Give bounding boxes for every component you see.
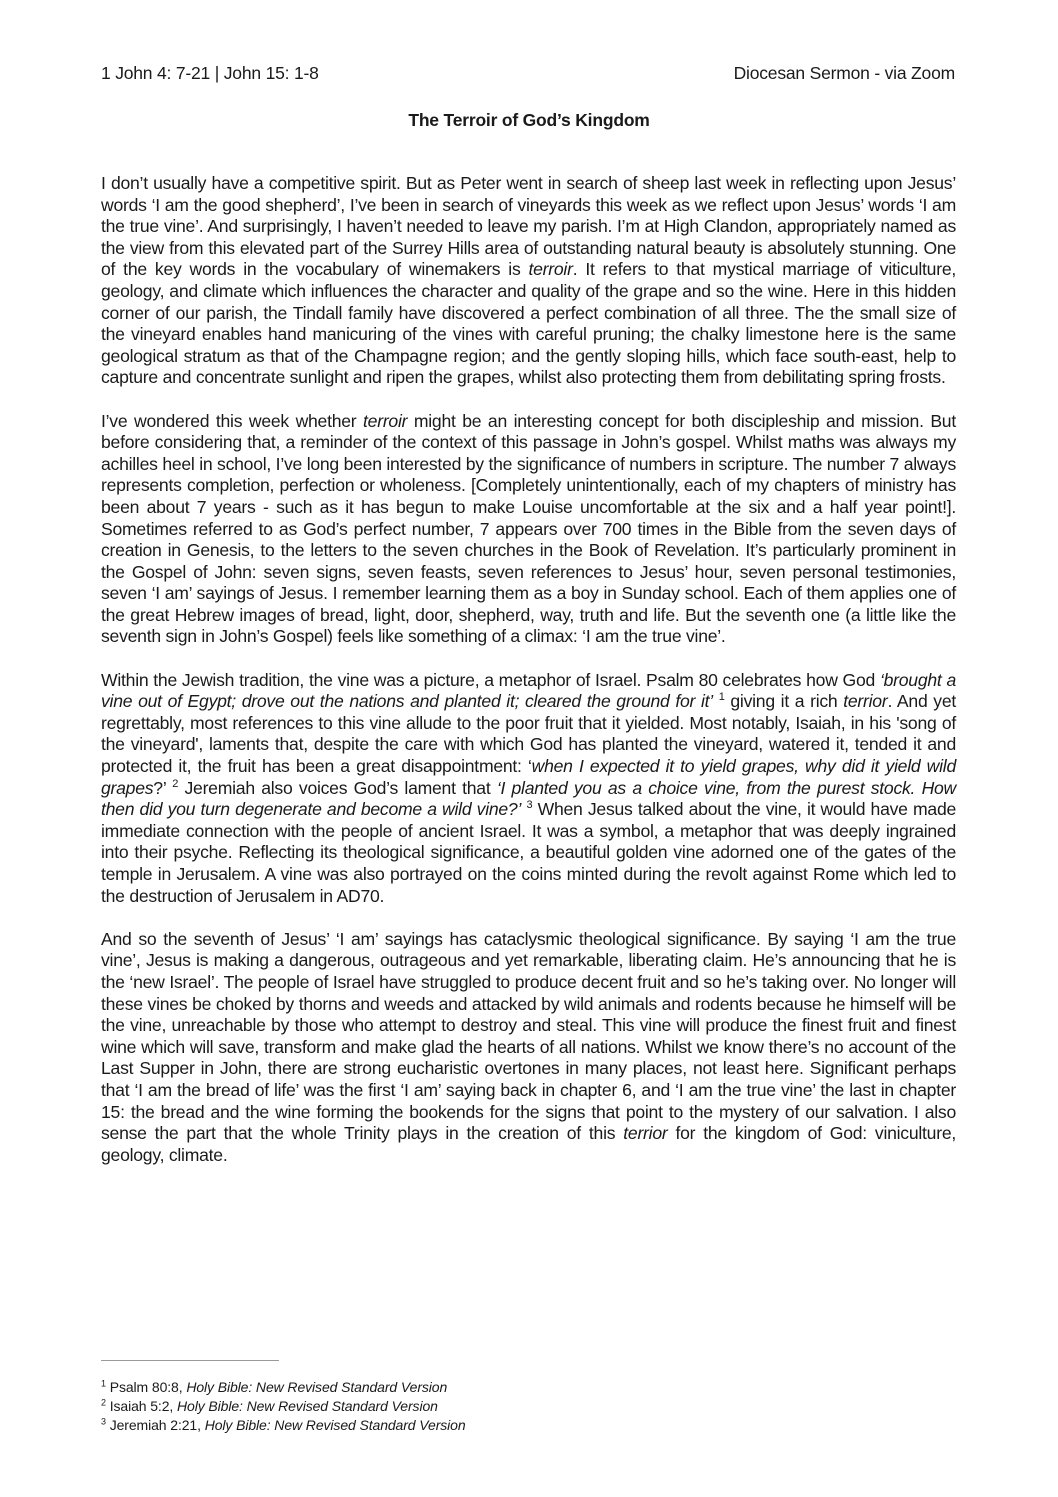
paragraph	[101, 670, 956, 908]
italic-text: ‘brought a vine out of Egypt; drove out the nations and planted it; cleared the ground for it’	[101, 669, 956, 712]
paragraph	[101, 173, 956, 389]
footnote-source: Holy Bible: New Revised Standard Version	[186, 1379, 448, 1395]
header-sermon-label: Diocesan Sermon - via Zoom	[733, 63, 955, 83]
italic-text: terrior	[623, 1123, 668, 1144]
footnote-source: Holy Bible: New Revised Standard Version	[204, 1417, 466, 1433]
italic-text: terroir	[528, 259, 573, 280]
text-run: Jeremiah also voices God’s lament that	[178, 777, 497, 798]
text-run: When Jesus talked about the vine, it would have made immediate connection with the people of ancient Israel. It was a symbol, a metaphor that was deeply ingrained into their psyche. Reflecting its theological significance, a beautiful golden vine adorned one of the gates of the temple in Jerusalem. A vine was also portrayed on the coins minted during the revolt against Rome which led to the destruction of Jerusalem in AD70.	[101, 799, 957, 906]
italic-text: ‘I planted you as a choice vine, from the purest stock. How then did you turn degenerate and become a wild vine?’	[101, 777, 957, 820]
footnote-reference: Jeremiah 2:21,	[109, 1417, 205, 1433]
paragraph	[101, 929, 956, 1167]
footnote-marker[interactable]: 3	[526, 799, 533, 812]
text-run: Within the Jewish tradition, the vine was a picture, a metaphor of Israel. Psalm 80 celebrates how God	[101, 669, 880, 690]
document-title: The Terroir of God’s Kingdom	[408, 110, 650, 130]
text-run: I don’t usually have a competitive spirit. But as Peter went in search of sheep last week in reflecting upon Jesus’ words ‘I am the good shepherd’, I’ve been in search of vineyards this week as we reflect upon Jesus’ words ‘I am the true vine’. And surprisingly, I haven’t needed to leave my parish. I’m at High Clandon, appropriately named as the view from this elevated part of the Surrey Hills area of outstanding natural beauty is absolutely stunning. One of the key words in the vocabulary of winemakers is	[101, 173, 956, 280]
footnotes	[101, 1378, 466, 1435]
text-run: I’ve wondered this week whether	[101, 410, 364, 431]
footnote-number: 3	[101, 1416, 106, 1427]
italic-text: terrior	[843, 691, 888, 712]
footnote-reference: Psalm 80:8,	[109, 1379, 187, 1395]
italic-text: when I expected it to yield grapes, why did it yield wild grapes	[101, 756, 956, 798]
text-run: might be an interesting concept for both discipleship and mission. But before considering that, a reminder of the context of this passage in John’s gospel. Whilst maths was always my achilles heel in school, I’ve long been interested by the significance of numbers in scripture. The number 7 always represents completion, perfection or wholeness. [Completely unintentionally, each of my chapters of ministry has been about 7 years - such as it has begun to make Louise uncomfortable at the six and a half year point!]. Sometimes referred to as God’s perfect number, 7 appears over 700 times in the Bible from the seven days of creation in Genesis, to the letters to the seven churches in the Book of Revelation. It’s particularly prominent in the Gospel of John: seven signs, seven feasts, seven references to Jesus’ hour, seven personal testimonies, seven ‘I am’ sayings of Jesus. I remember learning them as a boy in Sunday school. Each of them applies one of the great Hebrew images of bread, light, door, shepherd, way, truth and life. But the seventh one (a little like the seventh sign in John’s Gospel) feels like something of a climax: ‘I am the true vine’.	[101, 410, 957, 647]
header-scripture-reference: 1 John 4: 7-21 | John 15: 1-8	[101, 63, 319, 83]
text-run: And so the seventh of Jesus’ ‘I am’ sayings has cataclysmic theological significance. By saying ‘I am the true vine’, Jesus is making a dangerous, outrageous and yet remarkable, liberating claim. He’s announcing that he is the ‘new Israel’. The people of Israel have struggled to produce decent fruit and so he’s taking over. No longer will these vines be choked by thorns and weeds and attacked by wild animals and rodents because he himself will be the vine, unreachable by those who attempt to destroy and steal. This vine will produce the finest fruit and finest wine which will save, transform and make glad the hearts of all nations. Whilst we know there’s no account of the Last Supper in John, there are strong eucharistic overtones in many places, not least here. Significant perhaps that ‘I am the bread of life’ was the first ‘I am’ saying back in chapter 6, and ‘I am the true vine’ the last in chapter 15: the bread and the wine forming the bookends for the signs that point to the mystery of our salvation. I also sense the part that the whole Trinity plays in the creation of this	[101, 928, 956, 1144]
footnote-marker[interactable]: 1	[718, 691, 725, 704]
footnote-number: 1	[101, 1378, 106, 1389]
footnote-divider	[101, 1360, 279, 1361]
footnote	[101, 1378, 466, 1397]
footnote-source: Holy Bible: New Revised Standard Version	[177, 1398, 438, 1414]
text-run: . It refers to that mystical marriage of viticulture, geology, and climate which influences the character and quality of the grape and so the wine. Here in this hidden corner of our parish, the Tindall family have discovered a perfect combination of all three. The the small size of the vineyard enables hand manicuring of the vines with careful pruning; the chalky limestone here is the same geological stratum as that of the Champagne region; and the gently sloping hills, which face south-east, help to capture and concentrate sunlight and ripen the grapes, whilst also protecting them from debilitating spring frosts.	[101, 259, 957, 388]
text-run: giving it a rich	[724, 691, 844, 712]
text-run: for the kingdom of God: viniculture, geology, climate.	[101, 1123, 956, 1165]
footnote-marker[interactable]: 2	[172, 777, 179, 790]
text-run: . And yet regrettably, most references to this vine allude to the poor fruit that it yielded. Most notably, Isaiah, in his 'song of the vineyard', laments that, despite the care with which God has planted the vineyard, watered it, tended it and protected it, the fruit has been a great disappointment: ‘	[101, 691, 956, 777]
paragraph	[101, 411, 956, 649]
sermon-body	[101, 173, 956, 1188]
footnote	[101, 1416, 466, 1435]
italic-text: terroir	[363, 410, 408, 431]
footnote	[101, 1397, 466, 1416]
footnote-number: 2	[101, 1397, 106, 1408]
text-run: ?’	[153, 777, 173, 798]
footnote-reference: Isaiah 5:2,	[109, 1398, 177, 1414]
